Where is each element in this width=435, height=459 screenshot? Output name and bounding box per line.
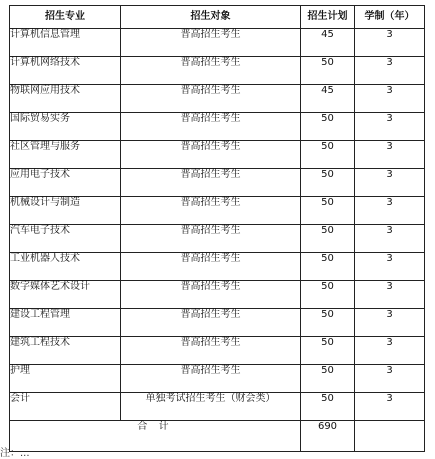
cell-target: 普高招生考生: [121, 197, 301, 225]
cell-major: 护理: [10, 365, 121, 393]
header-plan: 招生计划: [301, 6, 355, 29]
cell-plan: 50: [301, 253, 355, 281]
total-plan: 690: [301, 421, 355, 452]
cell-target: 普高招生考生: [121, 365, 301, 393]
table-row: [10, 365, 425, 393]
cell-major: 国际贸易实务: [10, 113, 121, 141]
cell-target: 普高招生考生: [121, 29, 301, 57]
total-row: [10, 421, 425, 452]
cell-years: 3: [355, 281, 425, 309]
cell-years: 3: [355, 337, 425, 365]
cell-target: 普高招生考生: [121, 169, 301, 197]
cell-major: 机械设计与制造: [10, 197, 121, 225]
cell-years: 3: [355, 169, 425, 197]
table-row: [10, 253, 425, 281]
cell-plan: 50: [301, 337, 355, 365]
cell-target: 普高招生考生: [121, 253, 301, 281]
table-row: [10, 225, 425, 253]
cell-major: 物联网应用技术: [10, 85, 121, 113]
cell-target: 普高招生考生: [121, 309, 301, 337]
cell-target: 单独考试招生考生（财会类）: [121, 393, 301, 421]
table-row: [10, 113, 425, 141]
header-row: [10, 6, 425, 29]
cell-years: 3: [355, 113, 425, 141]
cell-plan: 50: [301, 141, 355, 169]
cell-major: 汽车电子技术: [10, 225, 121, 253]
table-row: [10, 393, 425, 421]
table-row: [10, 85, 425, 113]
cell-major: 计算机信息管理: [10, 29, 121, 57]
cell-target: 普高招生考生: [121, 85, 301, 113]
cell-plan: 50: [301, 169, 355, 197]
table-row: [10, 197, 425, 225]
header-target: 招生对象: [121, 6, 301, 29]
cell-target: 普高招生考生: [121, 113, 301, 141]
table-row: [10, 29, 425, 57]
cell-years: 3: [355, 85, 425, 113]
enrollment-table: [9, 5, 425, 452]
header-years: 学制（年）: [355, 6, 425, 29]
cell-target: 普高招生考生: [121, 57, 301, 85]
table-row: [10, 337, 425, 365]
table-row: [10, 169, 425, 197]
cell-plan: 50: [301, 365, 355, 393]
cell-years: 3: [355, 393, 425, 421]
cell-target: 普高招生考生: [121, 225, 301, 253]
table-row: [10, 309, 425, 337]
cell-major: 工业机器人技术: [10, 253, 121, 281]
cell-years: 3: [355, 225, 425, 253]
footer-partial-text: 注：...: [0, 448, 30, 459]
cell-plan: 50: [301, 57, 355, 85]
cell-major: 数字媒体艺术设计: [10, 281, 121, 309]
cell-plan: 50: [301, 281, 355, 309]
cell-years: 3: [355, 197, 425, 225]
cell-years: 3: [355, 141, 425, 169]
cell-major: 会计: [10, 393, 121, 421]
table-row: [10, 57, 425, 85]
cell-plan: 50: [301, 113, 355, 141]
cell-plan: 50: [301, 225, 355, 253]
cell-major: 应用电子技术: [10, 169, 121, 197]
total-label: 合 计: [10, 421, 301, 452]
total-years: [355, 421, 425, 452]
cell-major: 计算机网络技术: [10, 57, 121, 85]
cell-major: 建筑工程技术: [10, 337, 121, 365]
cell-plan: 50: [301, 309, 355, 337]
header-major: 招生专业: [10, 6, 121, 29]
cell-target: 普高招生考生: [121, 141, 301, 169]
cell-years: 3: [355, 29, 425, 57]
cell-major: 建设工程管理: [10, 309, 121, 337]
cell-target: 普高招生考生: [121, 337, 301, 365]
cell-years: 3: [355, 309, 425, 337]
cell-plan: 45: [301, 85, 355, 113]
cell-major: 社区管理与服务: [10, 141, 121, 169]
cell-plan: 45: [301, 29, 355, 57]
cell-years: 3: [355, 365, 425, 393]
cell-years: 3: [355, 57, 425, 85]
cell-plan: 50: [301, 197, 355, 225]
cell-target: 普高招生考生: [121, 281, 301, 309]
table-row: [10, 141, 425, 169]
cell-years: 3: [355, 253, 425, 281]
table-row: [10, 281, 425, 309]
cell-plan: 50: [301, 393, 355, 421]
